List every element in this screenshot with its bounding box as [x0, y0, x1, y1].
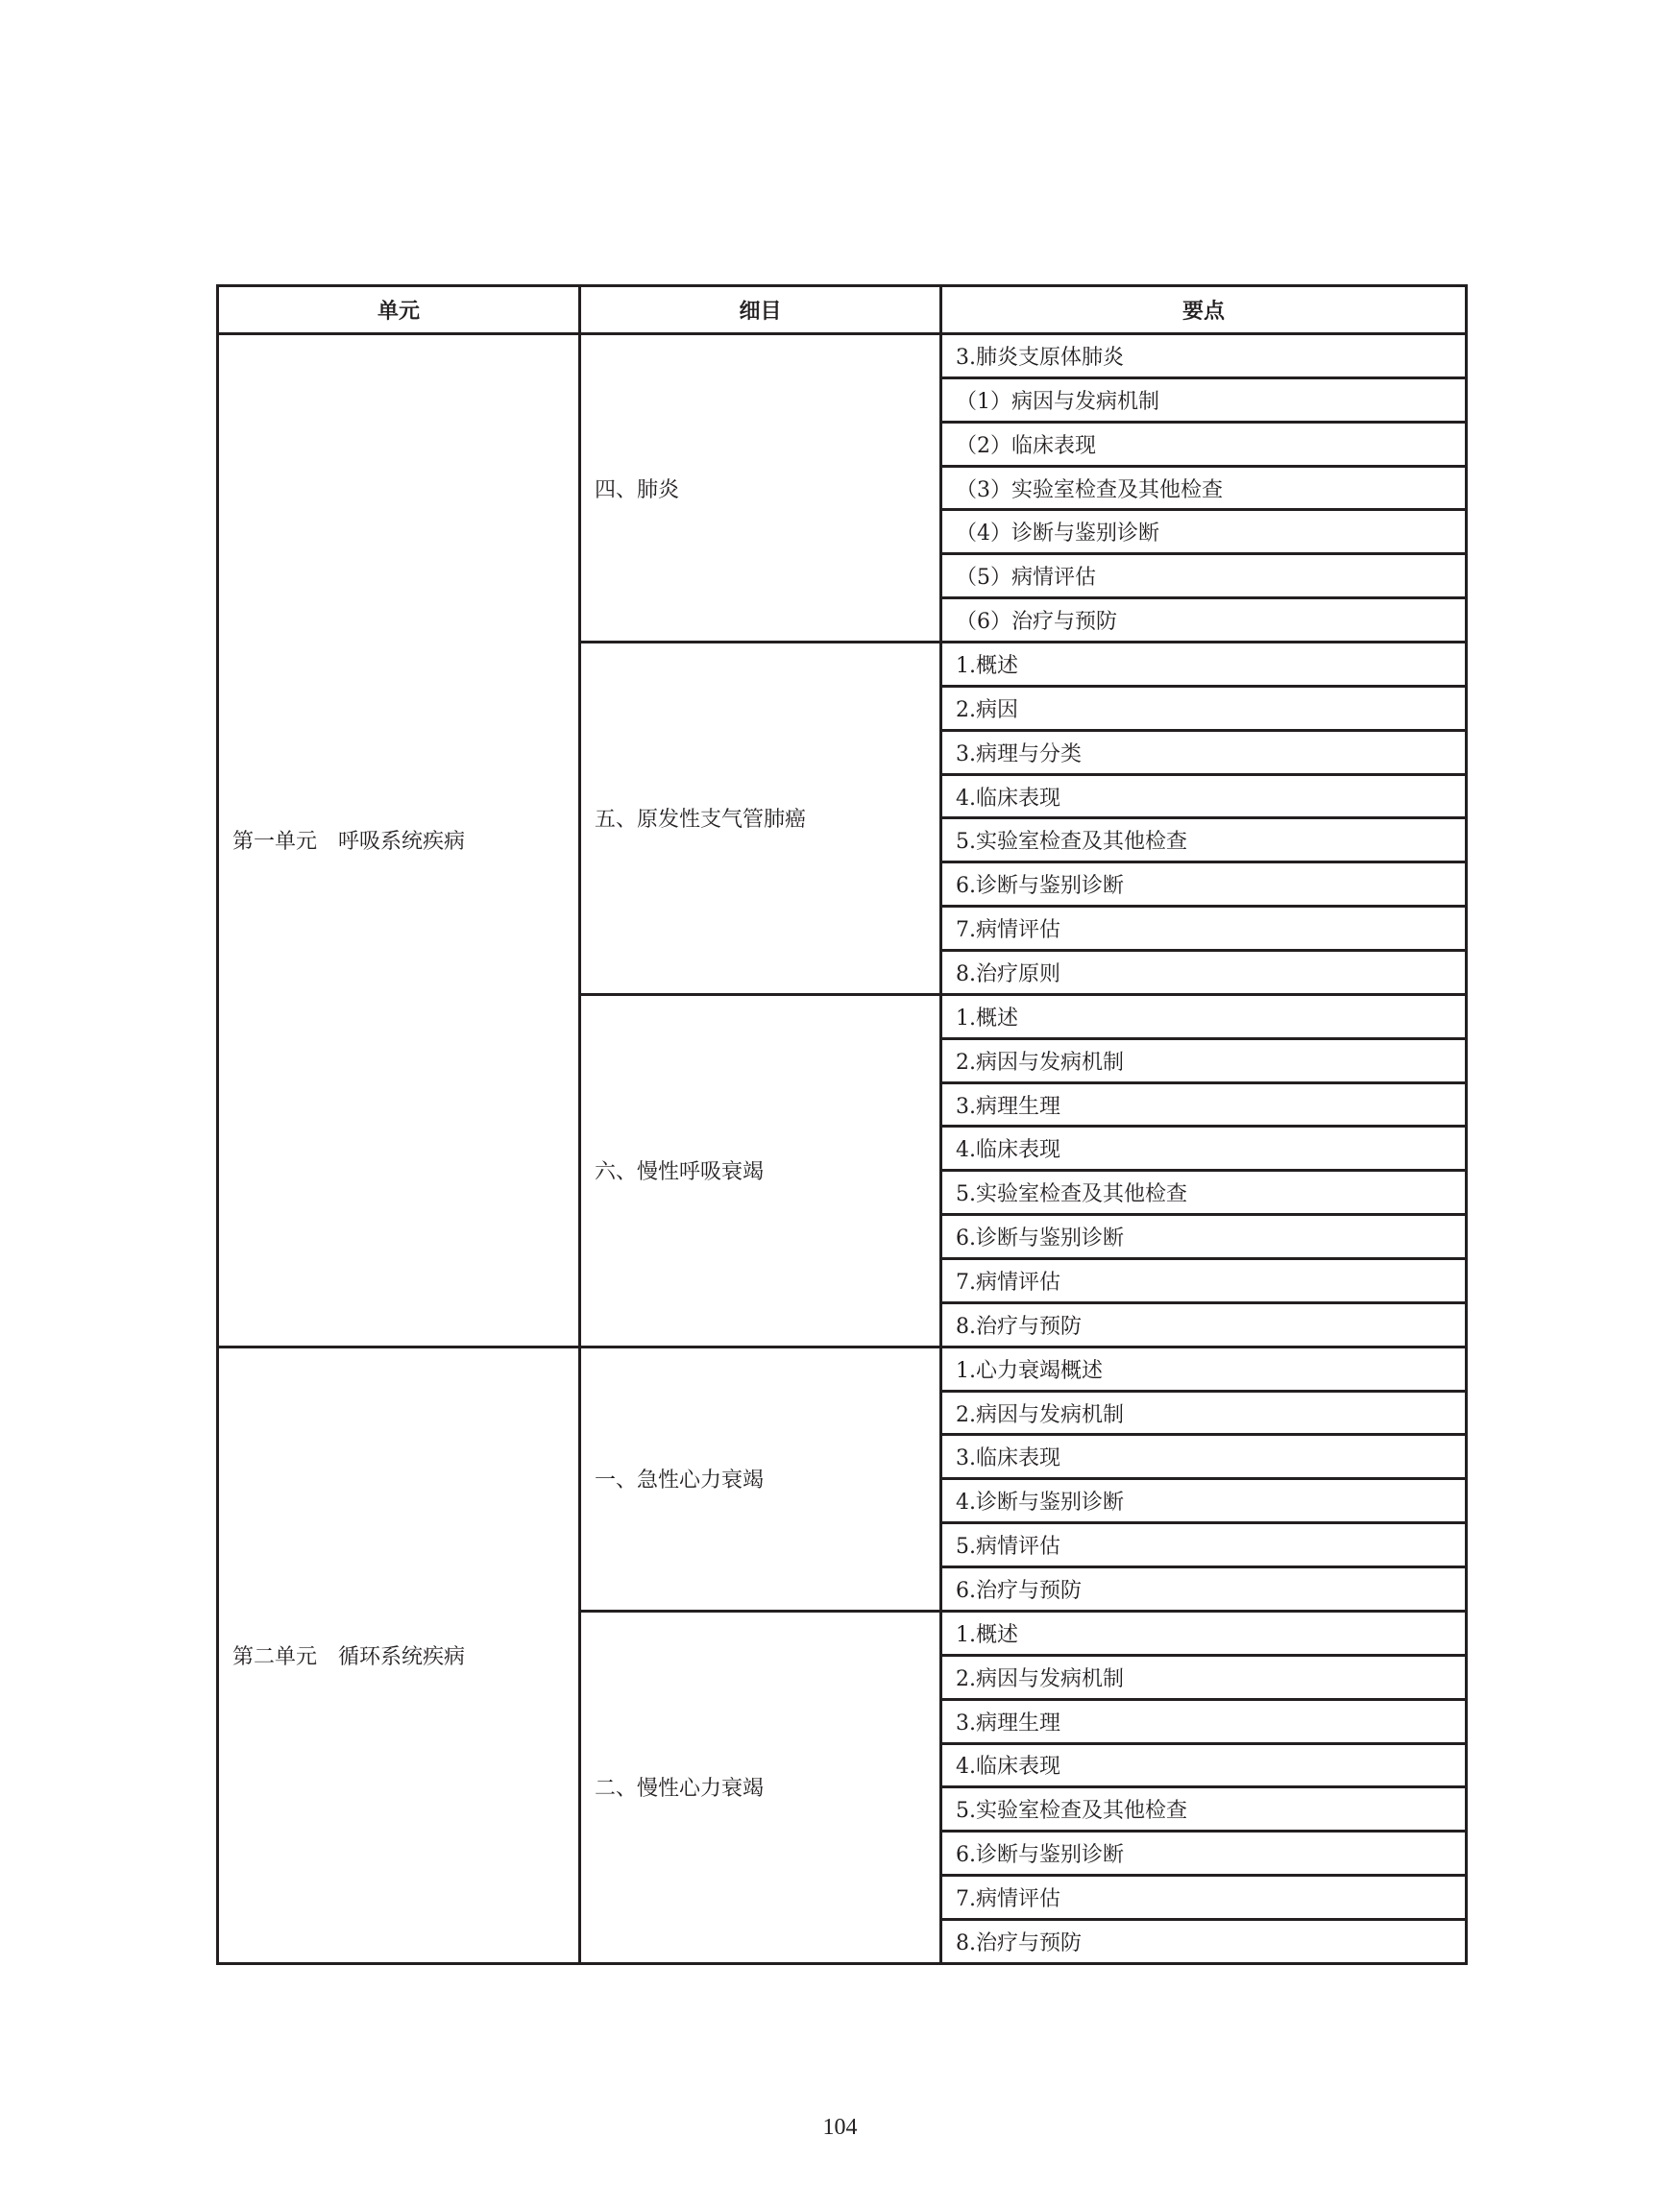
- point-cell: 4.诊断与鉴别诊断: [941, 1479, 1467, 1523]
- point-cell: （3）实验室检查及其他检查: [941, 466, 1467, 510]
- point-cell: 1.概述: [941, 1611, 1467, 1655]
- point-cell: （2）临床表现: [941, 422, 1467, 466]
- point-cell: 7.病情评估: [941, 1876, 1467, 1920]
- point-cell: 4.临床表现: [941, 1127, 1467, 1171]
- point-cell: （1）病因与发病机制: [941, 377, 1467, 422]
- syllabus-table: [216, 284, 1468, 1965]
- point-cell: 1.心力衰竭概述: [941, 1347, 1467, 1391]
- point-cell: 3.病理生理: [941, 1699, 1467, 1743]
- point-cell: （6）治疗与预防: [941, 598, 1467, 643]
- point-cell: 5.实验室检查及其他检查: [941, 1171, 1467, 1215]
- point-cell: 8.治疗与预防: [941, 1302, 1467, 1347]
- topic-cell: 六、慢性呼吸衰竭: [580, 994, 941, 1347]
- point-cell: 7.病情评估: [941, 1259, 1467, 1303]
- point-cell: 5.实验室检查及其他检查: [941, 1787, 1467, 1832]
- point-cell: 5.实验室检查及其他检查: [941, 818, 1467, 862]
- table-body: [218, 334, 1467, 1964]
- point-cell: 4.临床表现: [941, 774, 1467, 818]
- point-cell: 6.诊断与鉴别诊断: [941, 1832, 1467, 1876]
- point-cell: 6.治疗与预防: [941, 1567, 1467, 1612]
- point-cell: 1.概述: [941, 643, 1467, 687]
- topic-cell: 四、肺炎: [580, 334, 941, 643]
- point-cell: 2.病因与发病机制: [941, 1391, 1467, 1435]
- table-row: [218, 334, 1467, 378]
- topic-cell: 五、原发性支气管肺癌: [580, 643, 941, 995]
- topic-cell: 一、急性心力衰竭: [580, 1347, 941, 1611]
- point-cell: 2.病因与发病机制: [941, 1655, 1467, 1699]
- table-header-row: [218, 286, 1467, 334]
- header-topic: 细目: [580, 286, 941, 334]
- point-cell: 7.病情评估: [941, 907, 1467, 951]
- point-cell: 3.病理与分类: [941, 730, 1467, 774]
- topic-cell: 二、慢性心力衰竭: [580, 1611, 941, 1963]
- point-cell: 6.诊断与鉴别诊断: [941, 1215, 1467, 1259]
- point-cell: 8.治疗与预防: [941, 1919, 1467, 1963]
- table-row: [218, 1347, 1467, 1391]
- point-cell: 8.治疗原则: [941, 951, 1467, 995]
- point-cell: （5）病情评估: [941, 554, 1467, 598]
- point-cell: 3.临床表现: [941, 1435, 1467, 1479]
- page-number: 104: [822, 2115, 858, 2140]
- point-cell: 2.病因: [941, 686, 1467, 730]
- point-cell: 4.临床表现: [941, 1743, 1467, 1787]
- unit-cell: 第一单元 呼吸系统疾病: [218, 334, 580, 1347]
- point-cell: 1.概述: [941, 994, 1467, 1038]
- point-cell: 5.病情评估: [941, 1523, 1467, 1567]
- point-cell: 6.诊断与鉴别诊断: [941, 862, 1467, 907]
- point-cell: 2.病因与发病机制: [941, 1038, 1467, 1082]
- point-cell: 3.肺炎支原体肺炎: [941, 334, 1467, 378]
- point-cell: （4）诊断与鉴别诊断: [941, 510, 1467, 554]
- point-cell: 3.病理生理: [941, 1082, 1467, 1127]
- header-points: 要点: [941, 286, 1467, 334]
- unit-cell: 第二单元 循环系统疾病: [218, 1347, 580, 1963]
- header-unit: 单元: [218, 286, 580, 334]
